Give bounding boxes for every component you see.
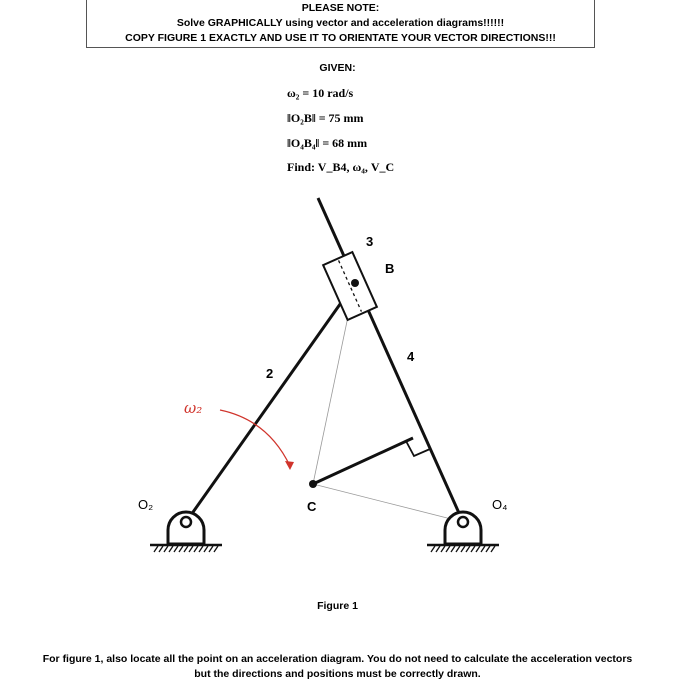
omega2-arrowhead <box>285 461 294 470</box>
label-omega2: ω₂ <box>184 399 203 417</box>
given-o2b: ‖O₂B‖ = 75 mm <box>287 111 364 125</box>
note-title: PLEASE NOTE: <box>301 2 380 14</box>
link-c-perpendicular <box>313 438 413 484</box>
given-omega2: ω₂ = 10 rad/s <box>287 86 354 100</box>
label-link-2: 2 <box>266 366 274 381</box>
construction-line-co4 <box>313 484 463 522</box>
slider-block-3 <box>323 252 377 320</box>
given-title: GIVEN: <box>319 62 356 74</box>
given-find: Find: V_B4, ω₄, V_C <box>287 160 395 174</box>
label-link-4: 4 <box>407 349 415 364</box>
point-c-dot <box>309 480 317 488</box>
pin-b <box>351 279 359 287</box>
figure-caption: Figure 1 <box>317 600 358 612</box>
ground-o2 <box>150 512 222 552</box>
label-point-b: B <box>385 261 395 276</box>
label-o2: O₂ <box>138 497 154 512</box>
ground-o4 <box>427 512 499 552</box>
note-line-1: Solve GRAPHICALLY using vector and acceleration diagrams!!!!!! <box>176 17 505 29</box>
note-line-2: COPY FIGURE 1 EXACTLY AND USE IT TO ORIENTATE YOUR VECTOR DIRECTIONS!!! <box>125 32 556 44</box>
label-link-3: 3 <box>366 234 374 249</box>
given-o4b4: ‖O₄B₄‖ = 68 mm <box>287 136 368 150</box>
label-point-c: C <box>307 499 317 514</box>
footer-instructions: For figure 1, also locate all the point on an acceleration diagram. You do not need to calculate the acceleration vectors but the directions and positions must be correctly drawn. <box>42 653 633 680</box>
label-o4: O₄ <box>492 497 508 512</box>
link-4 <box>318 198 463 522</box>
